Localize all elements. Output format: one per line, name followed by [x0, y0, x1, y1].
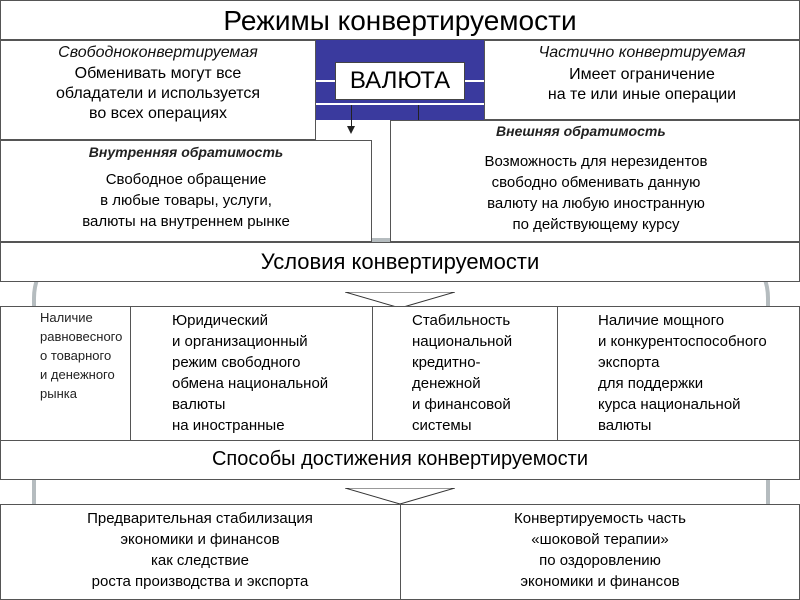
method-line: «шоковой терапии» — [531, 531, 669, 548]
partial-convertible-heading: Частично конвертируемая — [538, 44, 746, 61]
partial-convertible-box — [484, 40, 800, 120]
external-line: валюту на любую иностранную — [487, 195, 705, 212]
external-heading: Внешняя обратимость — [496, 123, 666, 139]
internal-heading: Внутренняя обратимость — [88, 144, 284, 160]
method-line: роста производства и экспорта — [91, 573, 309, 590]
method-line: экономики и финансов — [520, 573, 680, 590]
currency-label: ВАЛЮТА — [335, 62, 465, 100]
free-line: обладатели и используется — [55, 85, 261, 102]
condition-cell-1 — [40, 308, 132, 403]
condition-line: экспорта — [598, 354, 660, 371]
method-line: Предварительная стабилизация — [87, 510, 313, 527]
condition-line: рынка — [40, 386, 77, 401]
condition-line: режим свободного — [172, 354, 301, 371]
condition-cell-3 — [412, 310, 557, 436]
method-cell-1 — [0, 508, 400, 592]
condition-line: национальной — [412, 333, 513, 350]
method-line: Конвертируемость часть — [514, 510, 686, 527]
arrow-line — [351, 105, 352, 127]
external-line: Возможность для нерезидентов — [484, 153, 708, 170]
free-line: Обменивать могут все — [74, 65, 242, 82]
external-convertibility-box — [390, 120, 800, 242]
condition-line: денежной — [412, 375, 481, 392]
condition-line: о товарного — [40, 348, 112, 363]
divider — [372, 306, 373, 442]
condition-line: курса национальной — [598, 396, 741, 413]
condition-line: и денежного — [40, 367, 115, 382]
condition-line: кредитно- — [412, 354, 481, 371]
internal-convertibility-box — [0, 140, 372, 242]
condition-line: на иностранные — [172, 417, 285, 434]
page-title: Режимы конвертируемости — [0, 0, 800, 40]
connector-line — [465, 80, 484, 82]
condition-line: равновесного — [40, 329, 123, 344]
conditions-heading: Условия конвертируемости — [0, 242, 800, 282]
internal-line: в любые товары, услуги, — [100, 192, 272, 209]
condition-cell-2 — [172, 310, 372, 436]
free-convertible-heading: Свободноконвертируемая — [58, 44, 258, 61]
condition-line: системы — [412, 417, 472, 434]
condition-line: и организационный — [172, 333, 308, 350]
free-convertible-box — [0, 40, 316, 140]
method-line: по оздоровлению — [539, 552, 661, 569]
condition-line: для поддержки — [598, 375, 704, 392]
condition-cell-4 — [598, 310, 800, 436]
connector-line — [316, 80, 335, 82]
external-line: свободно обменивать данную — [491, 174, 701, 191]
condition-line: Юридический — [172, 312, 268, 329]
method-line: как следствие — [150, 552, 250, 569]
internal-line: валюты на внутреннем рынке — [82, 213, 290, 230]
condition-line: Наличие — [40, 310, 93, 325]
arrow-down-icon — [347, 126, 355, 134]
condition-line: обмена национальной — [172, 375, 329, 392]
free-line: во всех операциях — [89, 105, 227, 122]
condition-line: валюты — [598, 417, 652, 434]
methods-heading: Способы достижения конвертируемости — [0, 440, 800, 480]
method-cell-2 — [400, 508, 800, 592]
external-line: по действующему курсу — [512, 216, 680, 233]
condition-line: Стабильность — [412, 312, 511, 329]
condition-line: Наличие мощного — [598, 312, 725, 329]
connector-line — [316, 103, 484, 105]
internal-line: Свободное обращение — [105, 171, 267, 188]
divider — [557, 306, 558, 442]
condition-line: и конкурентоспособного — [598, 333, 767, 350]
partial-line: Имеет ограничение — [569, 66, 715, 83]
method-line: экономики и финансов — [120, 531, 280, 548]
partial-line: на те или иные операции — [547, 86, 737, 103]
condition-line: и финансовой — [412, 396, 511, 413]
chevron-down-icon — [345, 488, 455, 504]
condition-line: валюты — [172, 396, 226, 413]
